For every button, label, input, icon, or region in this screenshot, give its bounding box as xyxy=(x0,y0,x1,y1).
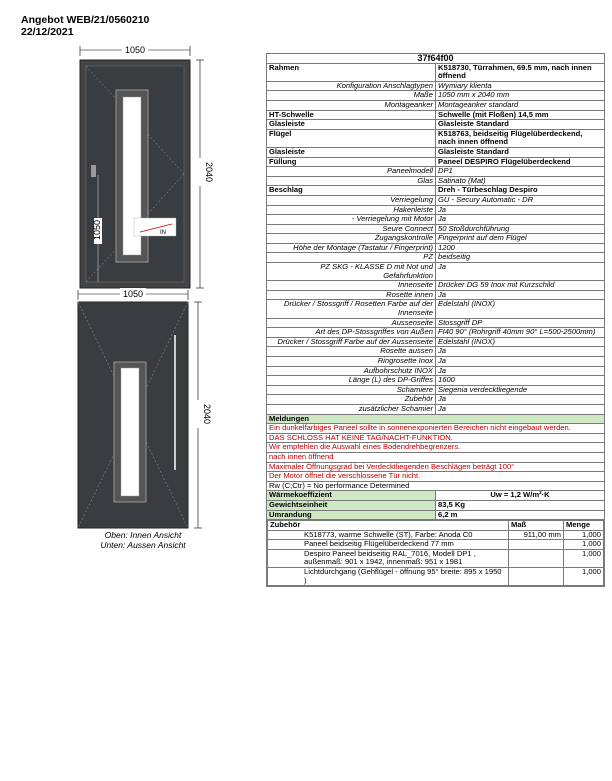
spec-value: Paneel DESPIRO Flügelüberdeckend xyxy=(436,157,605,167)
spec-label: Zubehör xyxy=(267,395,436,405)
spec-label: Drücker / Stossgriff / Rosetten Farbe auf der Innenseite xyxy=(267,300,436,318)
spec-row xyxy=(267,195,605,205)
zubehor-menge: 1,000 xyxy=(564,568,604,586)
zubehor-menge: 1,000 xyxy=(564,540,604,550)
spec-value: Ja xyxy=(436,263,605,281)
door-inside-view xyxy=(80,44,214,288)
spec-row xyxy=(267,147,605,157)
spec-row xyxy=(267,176,605,186)
spec-value: Ja xyxy=(436,395,605,405)
spec-label: zusätzlicher Schamier xyxy=(267,404,436,414)
spec-value: Ja xyxy=(436,290,605,300)
spec-row xyxy=(267,186,605,196)
spec-label: Aufbohrschutz INOX xyxy=(267,366,436,376)
spec-value: Ja xyxy=(436,205,605,215)
spec-row xyxy=(267,300,605,318)
zubehor-mass xyxy=(509,568,564,586)
spec-title-row xyxy=(267,54,605,64)
spec-row xyxy=(267,357,605,367)
spec-value: 50 Stoßdurchführung xyxy=(436,224,605,234)
message-row xyxy=(267,452,605,462)
spec-label: PZ SKG - KLASSE D mit Not und Gefahrfunktion xyxy=(267,263,436,281)
spec-row xyxy=(267,63,605,81)
spec-label: Art des DP-Stossgriffes von Außen xyxy=(267,328,436,338)
spec-row xyxy=(267,337,605,347)
gewicht-row-label: Gewichtseinheit xyxy=(267,500,436,510)
menge-header: Menge xyxy=(564,521,604,531)
message-text: Rw (C;Ctr) = No performance Determined xyxy=(267,481,605,491)
spec-row xyxy=(267,243,605,253)
message-text: Der Motor öffnet die verschlossene Tür nicht. xyxy=(267,472,605,482)
spec-row xyxy=(267,395,605,405)
bottom-width-label: 1050 xyxy=(122,289,144,299)
message-text: DAS SCHLOSS HAT KEINE TAG/NACHT-FUNKTION. xyxy=(267,433,605,443)
zubehor-mass: 911,00 mm xyxy=(509,530,564,540)
spec-value: Ja xyxy=(436,215,605,225)
zubehor-mass xyxy=(509,540,564,550)
spec-value: Glasleiste Standard xyxy=(436,120,605,130)
spec-row xyxy=(267,366,605,376)
spec-label: Rosette aussen xyxy=(267,347,436,357)
spec-row xyxy=(267,167,605,177)
spec-value: Stossgriff DP xyxy=(436,318,605,328)
spec-value: Satinato (Mat) xyxy=(436,176,605,186)
spec-table xyxy=(266,53,605,587)
zubehor-mass xyxy=(509,549,564,567)
spec-value: Ja xyxy=(436,347,605,357)
umrandung-row-label: Umrandung xyxy=(267,510,436,520)
spec-row xyxy=(267,157,605,167)
spec-row xyxy=(267,100,605,110)
umrandung-row-value: 6,2 m xyxy=(436,510,605,520)
drawing-caption: Oben: Innen Ansicht Unten: Aussen Ansicht xyxy=(100,530,186,550)
spec-value: Fingerprint auf dem Flügel xyxy=(436,234,605,244)
message-text: Maximaler Öffnungsgrad bei Verdecktliegenden Beschlägen beträgt 100° xyxy=(267,462,605,472)
spec-row xyxy=(267,385,605,395)
spec-value: K518763, beidseitig Flügelüberdeckend, nach innen öffnend xyxy=(436,129,605,147)
spec-value: Ja xyxy=(436,357,605,367)
zubehor-item xyxy=(268,540,604,550)
spec-value: K518730, Türrahmen, 69.5 mm, nach innen öffnend xyxy=(436,63,605,81)
zubehor-item xyxy=(268,549,604,567)
spec-label: Hakenleiste xyxy=(267,205,436,215)
zubehor-row xyxy=(267,520,605,587)
door-drawing xyxy=(0,40,262,560)
spec-label: Montageanker xyxy=(267,100,436,110)
mass-header: Maß xyxy=(509,521,564,531)
waerme-row xyxy=(267,491,605,501)
top-width-label: 1050 xyxy=(124,45,146,55)
spec-label: Rahmen xyxy=(267,63,436,81)
spec-value: DP1 xyxy=(436,167,605,177)
spec-label: Drücker / Stossgriff Farbe auf der Aussenseite xyxy=(267,337,436,347)
spec-row xyxy=(267,404,605,414)
in-label: IN xyxy=(160,230,166,236)
spec-value: Drücker DG 59 Inox mit Kurzschild xyxy=(436,281,605,291)
spec-label: Schamiere xyxy=(267,385,436,395)
zubehor-desc: Despiro Paneel beidseitig RAL_7016, Modell DP1 , außenmaß: 901 x 1942, innenmaß: 951 x 1981 xyxy=(268,549,509,567)
spec-value: Glasleiste Standard xyxy=(436,147,605,157)
spec-row xyxy=(267,328,605,338)
gewicht-row-value: 83,5 Kg xyxy=(436,500,605,510)
spec-label: Glasleiste xyxy=(267,120,436,130)
top-height-label: 2040 xyxy=(204,161,214,183)
spec-value: Edelstahl (INOX) xyxy=(436,300,605,318)
spec-label: PZ xyxy=(267,253,436,263)
waerme-row-label: Wärmekoeffizient xyxy=(267,491,436,501)
spec-row xyxy=(267,263,605,281)
spec-value: Montageanker standard xyxy=(436,100,605,110)
spec-row xyxy=(267,215,605,225)
document-header xyxy=(21,14,149,38)
spec-label: Maße xyxy=(267,91,436,101)
spec-value: Wymiary klienta xyxy=(436,81,605,91)
spec-row xyxy=(267,224,605,234)
zubehor-cell xyxy=(267,520,605,587)
message-row xyxy=(267,472,605,482)
spec-row xyxy=(267,347,605,357)
spec-label: Glasleiste xyxy=(267,147,436,157)
spec-row xyxy=(267,81,605,91)
spec-value: Dreh - Türbeschlag Despiro xyxy=(436,186,605,196)
spec-label: Konfiguration Anschlagtypen xyxy=(267,81,436,91)
spec-value: Ja xyxy=(436,404,605,414)
zubehor-desc: Lichtdurchgang (Gehflügel - öffnung 95° breite: 895 x 1950 ) xyxy=(268,568,509,586)
zubehor-header xyxy=(268,521,604,531)
handle-height-label: 1050 xyxy=(92,219,102,241)
bottom-height-label: 2040 xyxy=(202,403,212,425)
spec-value: Ja xyxy=(436,366,605,376)
spec-label: Füllung xyxy=(267,157,436,167)
zubehor-table xyxy=(267,520,604,586)
spec-row xyxy=(267,234,605,244)
spec-row xyxy=(267,110,605,120)
message-text: nach innen öffnend xyxy=(267,452,605,462)
waerme-row-value: Uw = 1,2 W/m²·K xyxy=(436,491,605,501)
spec-value: Edelstahl (INOX) xyxy=(436,337,605,347)
spec-value: Siegenia verdecktliegende xyxy=(436,385,605,395)
spec-label: Länge (L) des DP-Griffes xyxy=(267,376,436,386)
spec-value: 1200 xyxy=(436,243,605,253)
spec-row xyxy=(267,281,605,291)
umrandung-row xyxy=(267,510,605,520)
offer-number: Angebot WEB/21/0560210 xyxy=(21,14,150,26)
zubehor-desc: Paneel beidseitig Flügelüberdeckend 77 mm xyxy=(268,540,509,550)
spec-label: Höhe der Montage (Tastatur / Fingerprint) xyxy=(267,243,436,253)
spec-value: beidseitig xyxy=(436,253,605,263)
spec-value: FI40 90° (Rohrgriff 40mm 90° L=500-2500mm) xyxy=(436,328,605,338)
spec-label: - Verriegelung mit Motor xyxy=(267,215,436,225)
spec-label: Flügel xyxy=(267,129,436,147)
spec-title: 37f64f00 xyxy=(267,54,605,64)
spec-row xyxy=(267,120,605,130)
zubehor-title: Zubehör xyxy=(268,521,509,531)
message-text: Wir empfehlen die Auswahl eines Bodendrehbegrenzers. xyxy=(267,443,605,453)
spec-value: Schwelle (mit Floßen) 14,5 mm xyxy=(436,110,605,120)
spec-label: Ringrosette Inox xyxy=(267,357,436,367)
meldungen-title: Meldungen xyxy=(267,414,605,424)
message-row xyxy=(267,424,605,434)
message-row xyxy=(267,443,605,453)
spec-label: Beschlag xyxy=(267,186,436,196)
spec-row xyxy=(267,91,605,101)
spec-label: Aussenseite xyxy=(267,318,436,328)
spec-label: Zugangskontrolle xyxy=(267,234,436,244)
spec-value: 1600 xyxy=(436,376,605,386)
offer-date: 22/12/2021 xyxy=(21,26,74,38)
spec-label: Seure Connect xyxy=(267,224,436,234)
message-text: Ein dunkelfarbiges Paneel sollte in sonnenexponierten Bereichen nicht eingebaut werden. xyxy=(267,424,605,434)
zubehor-menge: 1,000 xyxy=(564,530,604,540)
spec-label: Innenseite xyxy=(267,281,436,291)
spec-row xyxy=(267,205,605,215)
door-outside-view xyxy=(78,288,212,528)
spec-label: Verriegelung xyxy=(267,195,436,205)
spec-value: 1050 mm x 2040 mm xyxy=(436,91,605,101)
spec-value: GU - Secury Automatic - DR xyxy=(436,195,605,205)
spec-label: Paneelmodell xyxy=(267,167,436,177)
spec-label: Glas xyxy=(267,176,436,186)
spec-label: Rosette innen xyxy=(267,290,436,300)
spec-row xyxy=(267,129,605,147)
zubehor-desc: K518773, warme Schwelle (ST), Farbe: Anoda C0 xyxy=(268,530,509,540)
gewicht-row xyxy=(267,500,605,510)
zubehor-item xyxy=(268,568,604,586)
spec-row xyxy=(267,253,605,263)
spec-label: HT-Schwelle xyxy=(267,110,436,120)
spec-row xyxy=(267,376,605,386)
zubehor-menge: 1,000 xyxy=(564,549,604,567)
